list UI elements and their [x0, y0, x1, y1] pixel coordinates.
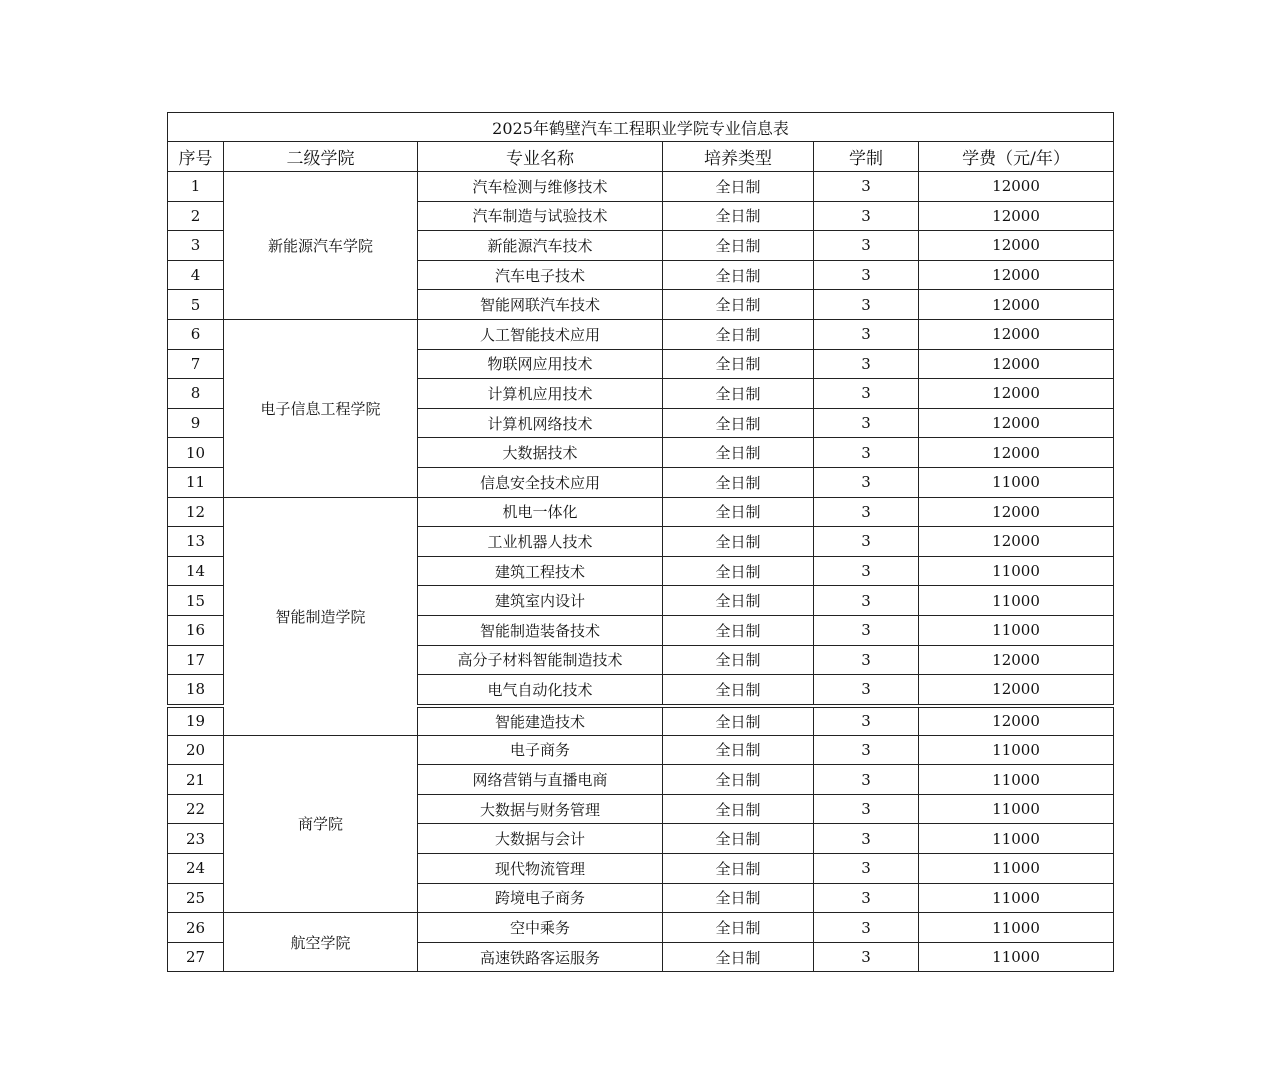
serial-cell: 14: [168, 556, 224, 586]
study-type-cell: 全日制: [663, 854, 814, 884]
study-type-cell: 全日制: [663, 586, 814, 616]
tuition-cell: 11000: [919, 586, 1114, 616]
major-cell: 物联网应用技术: [418, 349, 663, 379]
major-cell: 建筑工程技术: [418, 556, 663, 586]
major-cell: 空中乘务: [418, 913, 663, 943]
serial-cell: 25: [168, 883, 224, 913]
major-cell: 大数据与会计: [418, 824, 663, 854]
serial-cell: 8: [168, 379, 224, 409]
duration-cell: 3: [814, 942, 919, 972]
table-row: [168, 172, 1114, 202]
header-college: 二级学院: [224, 142, 418, 172]
serial-cell: 6: [168, 319, 224, 349]
major-cell: 高分子材料智能制造技术: [418, 645, 663, 675]
duration-cell: 3: [814, 913, 919, 943]
serial-cell: 15: [168, 586, 224, 616]
tuition-cell: 12000: [919, 290, 1114, 320]
study-type-cell: 全日制: [663, 290, 814, 320]
duration-cell: 3: [814, 408, 919, 438]
duration-cell: 3: [814, 794, 919, 824]
tuition-cell: 12000: [919, 497, 1114, 527]
college-cell: 航空学院: [224, 913, 418, 972]
major-cell: 智能制造装备技术: [418, 615, 663, 645]
tuition-cell: 12000: [919, 706, 1114, 736]
study-type-cell: 全日制: [663, 735, 814, 765]
header-tuition: 学费（元/年）: [919, 142, 1114, 172]
major-cell: 大数据技术: [418, 438, 663, 468]
duration-cell: 3: [814, 765, 919, 795]
serial-cell: 18: [168, 675, 224, 706]
duration-cell: 3: [814, 645, 919, 675]
duration-cell: 3: [814, 586, 919, 616]
study-type-cell: 全日制: [663, 438, 814, 468]
study-type-cell: 全日制: [663, 615, 814, 645]
table-title: 2025年鹤壁汽车工程职业学院专业信息表: [168, 113, 1114, 142]
tuition-cell: 11000: [919, 794, 1114, 824]
tuition-cell: 11000: [919, 615, 1114, 645]
major-cell: 电气自动化技术: [418, 675, 663, 706]
study-type-cell: 全日制: [663, 172, 814, 202]
header-major: 专业名称: [418, 142, 663, 172]
table-row: [168, 735, 1114, 765]
tuition-cell: 12000: [919, 349, 1114, 379]
study-type-cell: 全日制: [663, 201, 814, 231]
tuition-cell: 12000: [919, 172, 1114, 202]
study-type-cell: 全日制: [663, 556, 814, 586]
college-cell: 新能源汽车学院: [224, 172, 418, 320]
major-cell: 新能源汽车技术: [418, 231, 663, 261]
study-type-cell: 全日制: [663, 706, 814, 736]
study-type-cell: 全日制: [663, 942, 814, 972]
serial-cell: 13: [168, 527, 224, 557]
major-cell: 智能建造技术: [418, 706, 663, 736]
major-cell: 信息安全技术应用: [418, 467, 663, 497]
serial-cell: 4: [168, 260, 224, 290]
study-type-cell: 全日制: [663, 675, 814, 706]
serial-cell: 23: [168, 824, 224, 854]
tuition-cell: 11000: [919, 735, 1114, 765]
duration-cell: 3: [814, 319, 919, 349]
serial-cell: 11: [168, 467, 224, 497]
study-type-cell: 全日制: [663, 349, 814, 379]
duration-cell: 3: [814, 675, 919, 706]
major-cell: 建筑室内设计: [418, 586, 663, 616]
study-type-cell: 全日制: [663, 913, 814, 943]
major-cell: 汽车制造与试验技术: [418, 201, 663, 231]
major-cell: 汽车电子技术: [418, 260, 663, 290]
header-serial: 序号: [168, 142, 224, 172]
duration-cell: 3: [814, 556, 919, 586]
tuition-cell: 12000: [919, 675, 1114, 706]
duration-cell: 3: [814, 854, 919, 884]
duration-cell: 3: [814, 172, 919, 202]
header-duration: 学制: [814, 142, 919, 172]
tuition-cell: 12000: [919, 438, 1114, 468]
tuition-cell: 11000: [919, 913, 1114, 943]
tuition-cell: 12000: [919, 231, 1114, 261]
tuition-cell: 11000: [919, 854, 1114, 884]
study-type-cell: 全日制: [663, 883, 814, 913]
study-type-cell: 全日制: [663, 319, 814, 349]
table-row: [168, 913, 1114, 943]
study-type-cell: 全日制: [663, 645, 814, 675]
tuition-cell: 12000: [919, 379, 1114, 409]
table-title-row: [168, 113, 1114, 142]
serial-cell: 16: [168, 615, 224, 645]
college-cell: 电子信息工程学院: [224, 319, 418, 497]
table-row: [168, 319, 1114, 349]
duration-cell: 3: [814, 735, 919, 765]
serial-cell: 19: [168, 706, 224, 736]
major-cell: 人工智能技术应用: [418, 319, 663, 349]
major-cell: 跨境电子商务: [418, 883, 663, 913]
table-row: [168, 497, 1114, 527]
major-cell: 智能网联汽车技术: [418, 290, 663, 320]
major-cell: 现代物流管理: [418, 854, 663, 884]
major-cell: 工业机器人技术: [418, 527, 663, 557]
tuition-cell: 12000: [919, 527, 1114, 557]
major-info-table: [167, 112, 1114, 972]
duration-cell: 3: [814, 231, 919, 261]
study-type-cell: 全日制: [663, 467, 814, 497]
college-cell: 商学院: [224, 735, 418, 913]
serial-cell: 20: [168, 735, 224, 765]
serial-cell: 22: [168, 794, 224, 824]
study-type-cell: 全日制: [663, 408, 814, 438]
duration-cell: 3: [814, 379, 919, 409]
study-type-cell: 全日制: [663, 794, 814, 824]
study-type-cell: 全日制: [663, 231, 814, 261]
study-type-cell: 全日制: [663, 379, 814, 409]
header-study-type: 培养类型: [663, 142, 814, 172]
duration-cell: 3: [814, 615, 919, 645]
major-cell: 大数据与财务管理: [418, 794, 663, 824]
study-type-cell: 全日制: [663, 527, 814, 557]
major-cell: 计算机应用技术: [418, 379, 663, 409]
tuition-cell: 11000: [919, 765, 1114, 795]
major-cell: 电子商务: [418, 735, 663, 765]
duration-cell: 3: [814, 438, 919, 468]
tuition-cell: 11000: [919, 824, 1114, 854]
major-cell: 网络营销与直播电商: [418, 765, 663, 795]
study-type-cell: 全日制: [663, 824, 814, 854]
serial-cell: 26: [168, 913, 224, 943]
serial-cell: 24: [168, 854, 224, 884]
serial-cell: 5: [168, 290, 224, 320]
duration-cell: 3: [814, 290, 919, 320]
duration-cell: 3: [814, 527, 919, 557]
serial-cell: 17: [168, 645, 224, 675]
duration-cell: 3: [814, 824, 919, 854]
tuition-cell: 11000: [919, 942, 1114, 972]
study-type-cell: 全日制: [663, 260, 814, 290]
tuition-cell: 11000: [919, 467, 1114, 497]
duration-cell: 3: [814, 201, 919, 231]
tuition-cell: 12000: [919, 260, 1114, 290]
tuition-cell: 12000: [919, 319, 1114, 349]
major-cell: 机电一体化: [418, 497, 663, 527]
tuition-cell: 11000: [919, 883, 1114, 913]
tuition-cell: 12000: [919, 408, 1114, 438]
duration-cell: 3: [814, 349, 919, 379]
table-header-row: [168, 142, 1114, 172]
serial-cell: 21: [168, 765, 224, 795]
serial-cell: 12: [168, 497, 224, 527]
college-cell: 智能制造学院: [224, 497, 418, 735]
serial-cell: 27: [168, 942, 224, 972]
duration-cell: 3: [814, 497, 919, 527]
major-cell: 高速铁路客运服务: [418, 942, 663, 972]
serial-cell: 7: [168, 349, 224, 379]
serial-cell: 10: [168, 438, 224, 468]
major-cell: 计算机网络技术: [418, 408, 663, 438]
study-type-cell: 全日制: [663, 497, 814, 527]
serial-cell: 9: [168, 408, 224, 438]
study-type-cell: 全日制: [663, 765, 814, 795]
serial-cell: 1: [168, 172, 224, 202]
tuition-cell: 12000: [919, 201, 1114, 231]
major-cell: 汽车检测与维修技术: [418, 172, 663, 202]
tuition-cell: 12000: [919, 645, 1114, 675]
tuition-cell: 11000: [919, 556, 1114, 586]
duration-cell: 3: [814, 467, 919, 497]
serial-cell: 2: [168, 201, 224, 231]
duration-cell: 3: [814, 260, 919, 290]
duration-cell: 3: [814, 706, 919, 736]
duration-cell: 3: [814, 883, 919, 913]
serial-cell: 3: [168, 231, 224, 261]
